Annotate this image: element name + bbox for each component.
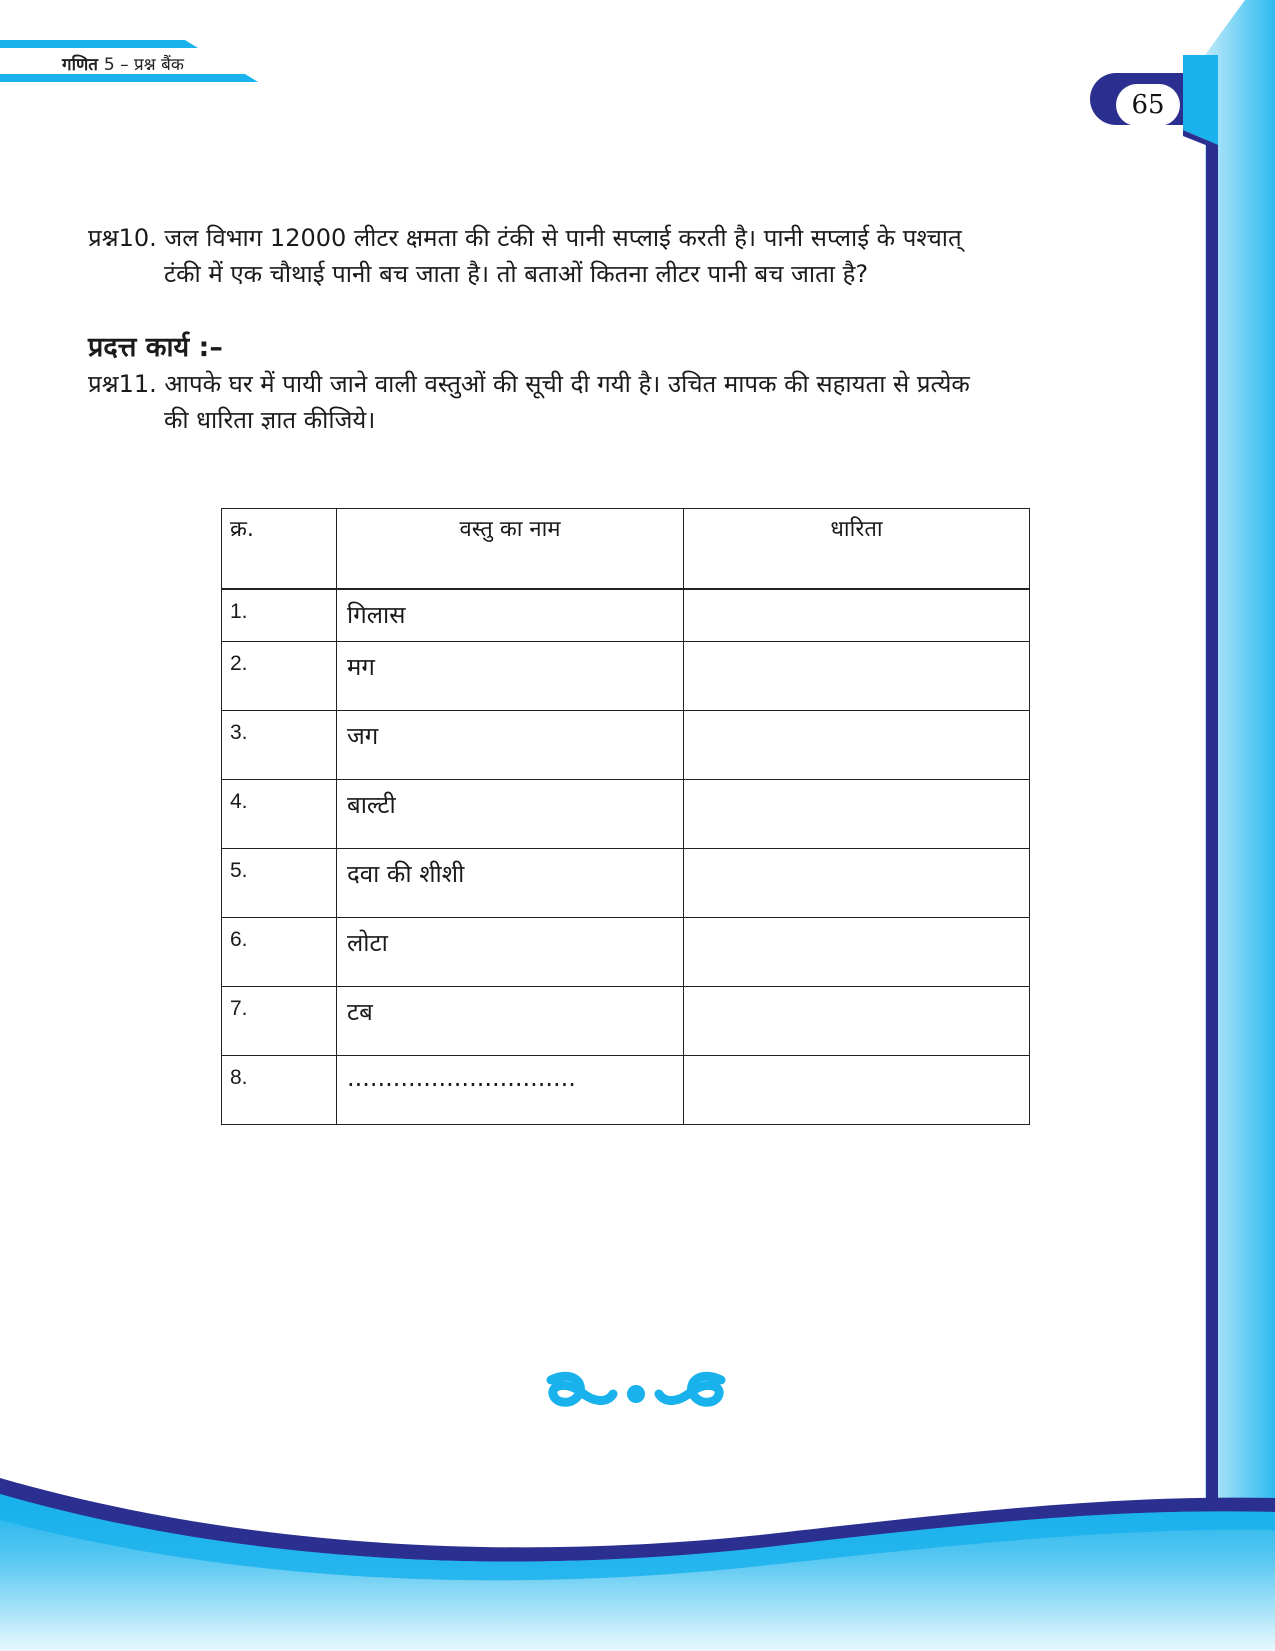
book-title: गणित xyxy=(62,55,98,75)
row-capacity-cell[interactable] xyxy=(684,987,1030,1056)
row-item-name: गिलास xyxy=(337,589,684,642)
question-10-line2: टंकी में एक चौथाई पानी बच जाता है। तो बताओं कितना लीटर पानी बच जाता है? xyxy=(164,260,869,288)
question-10 xyxy=(88,220,1188,292)
header-stripe-top xyxy=(0,40,198,48)
table-row xyxy=(222,1056,1030,1125)
book-header xyxy=(62,52,184,75)
row-capacity-cell[interactable] xyxy=(684,1056,1030,1125)
table-row xyxy=(222,589,1030,642)
table-row xyxy=(222,642,1030,711)
right-sidebar-navy-bar xyxy=(1206,55,1218,1515)
section-heading: प्रदत्त कार्य :– xyxy=(88,332,223,363)
header-stripe-bottom xyxy=(0,74,258,82)
row-serial: 2. xyxy=(222,642,337,711)
table-row xyxy=(222,711,1030,780)
table-row xyxy=(222,918,1030,987)
table-row xyxy=(222,780,1030,849)
row-item-name: मग xyxy=(337,642,684,711)
row-serial: 5. xyxy=(222,849,337,918)
header-capacity: धारिता xyxy=(684,509,1030,589)
row-item-name-blank[interactable]: .............................. xyxy=(337,1056,684,1125)
table-header-row xyxy=(222,509,1030,589)
row-item-name: बाल्टी xyxy=(337,780,684,849)
row-serial: 6. xyxy=(222,918,337,987)
book-subtitle: 5 – प्रश्न बैंक xyxy=(103,55,184,75)
row-capacity-cell[interactable] xyxy=(684,780,1030,849)
row-serial: 4. xyxy=(222,780,337,849)
row-serial: 8. xyxy=(222,1056,337,1125)
row-item-name: जग xyxy=(337,711,684,780)
row-capacity-cell[interactable] xyxy=(684,589,1030,642)
question-11-line1: प्रश्न11. आपके घर में पायी जाने वाली वस्तुओं की सूची दी गयी है। उचित मापक की सहायता से प्रत्येक xyxy=(88,370,970,398)
footer-ornament-icon xyxy=(541,1368,731,1416)
capacity-table xyxy=(221,508,1030,1125)
row-item-name: टब xyxy=(337,987,684,1056)
row-serial: 1. xyxy=(222,589,337,642)
row-item-name: लोटा xyxy=(337,918,684,987)
question-10-line1: प्रश्न10. जल विभाग 12000 लीटर क्षमता की टंकी से पानी सप्लाई करती है। पानी सप्लाई के पश्चात् xyxy=(88,224,962,252)
row-capacity-cell[interactable] xyxy=(684,642,1030,711)
row-serial: 3. xyxy=(222,711,337,780)
row-capacity-cell[interactable] xyxy=(684,918,1030,987)
row-serial: 7. xyxy=(222,987,337,1056)
page-number-tab-cyan xyxy=(1183,55,1218,145)
table-row xyxy=(222,849,1030,918)
row-capacity-cell[interactable] xyxy=(684,849,1030,918)
header-item-name: वस्तु का नाम xyxy=(337,509,684,589)
question-11-line2: की धारिता ज्ञात कीजिये। xyxy=(164,406,376,434)
header-serial: क्र. xyxy=(222,509,337,589)
table-row xyxy=(222,987,1030,1056)
row-item-name: दवा की शीशी xyxy=(337,849,684,918)
row-capacity-cell[interactable] xyxy=(684,711,1030,780)
page-number: 65 xyxy=(1116,84,1180,126)
question-11 xyxy=(88,366,1188,438)
